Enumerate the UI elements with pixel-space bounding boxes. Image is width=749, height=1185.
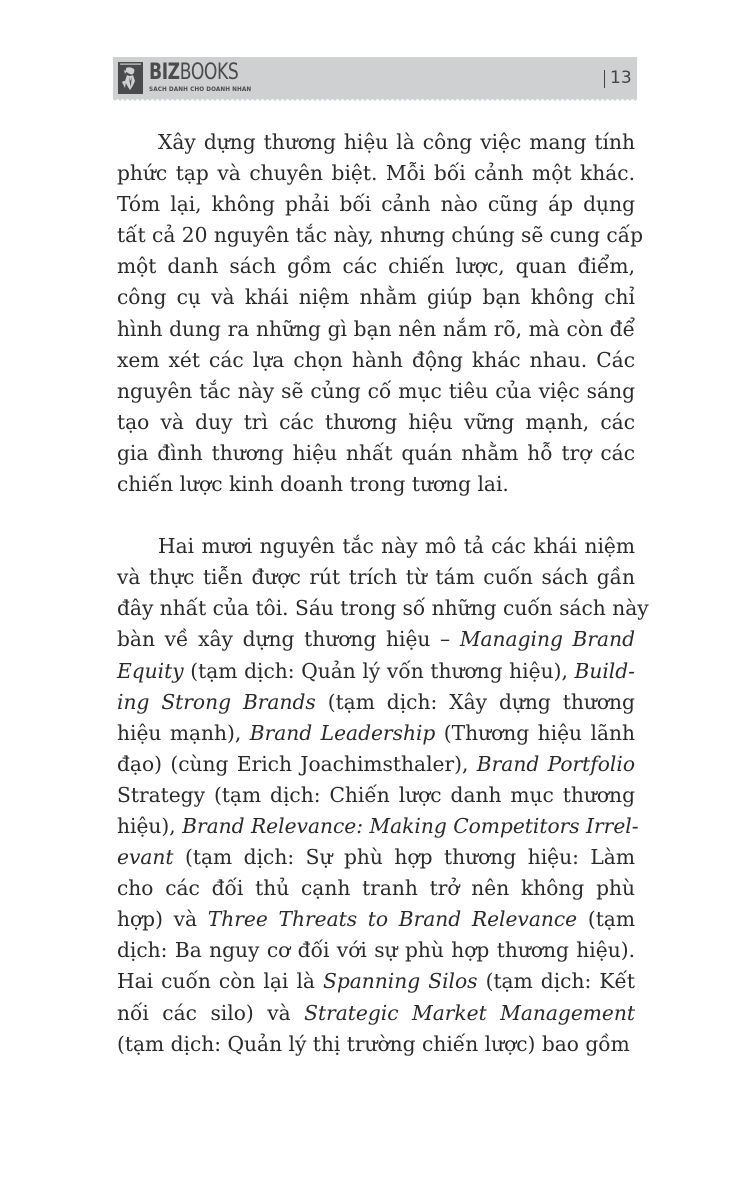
text-run: hiệu), (117, 813, 183, 838)
paragraph-gap (117, 500, 635, 531)
text-line (117, 593, 649, 624)
text-run: Tóm lại, không phải bối cảnh nào cũng áp dụng (117, 192, 635, 217)
book-title: ing Strong Brands (117, 689, 316, 714)
book-title: Three Threats to Brand Relevance (207, 907, 578, 932)
text-run: hợp) và (117, 907, 208, 932)
text-line (117, 780, 635, 811)
text-line (117, 438, 635, 469)
text-run: và thực tiễn được rút trích từ tám cuốn sách gần (117, 565, 635, 590)
text-run: tất cả 20 nguyên tắc này, nhưng chúng sẽ cung cấp (117, 223, 644, 248)
text-line (117, 407, 635, 438)
text-run: phức tạp và chuyên biệt. Mỗi bối cảnh một khác. (117, 161, 635, 186)
text-run: nguyên tắc này sẽ củng cố mục tiêu của việc sáng (117, 378, 635, 403)
text-line (117, 189, 635, 220)
text-line (117, 469, 635, 500)
text-run: tạo và duy trì các thương hiệu vững mạnh, các (117, 409, 635, 434)
text-line (117, 220, 644, 251)
text-line (117, 158, 635, 189)
brand-logo-bold: BIZ (149, 60, 180, 85)
text-run: cho các đối thủ cạnh tranh trở nên không phù (117, 876, 635, 901)
book-figure-icon (118, 62, 143, 94)
text-run: Strategy (tạm dịch: Chiến lược danh mục thương (117, 782, 635, 807)
text-run: (tạm dịch: Quản lý vốn thương hiệu), (183, 658, 575, 683)
text-line (117, 749, 635, 780)
text-line (117, 842, 635, 873)
text-line (117, 904, 635, 935)
brand-tagline: SÁCH DÀNH CHO DOANH NHÂN (149, 86, 252, 93)
page-number-divider (604, 70, 605, 88)
text-line (117, 935, 635, 966)
paragraph (117, 127, 644, 500)
text-run: Hai mươi nguyên tắc này mô tả các khái niệm (158, 534, 635, 559)
text-run: Hai cuốn còn lại là (117, 969, 323, 994)
text-run: dịch: Ba nguy cơ đối với sự phù hợp thương hiệu). (117, 938, 635, 963)
text-line (117, 966, 635, 997)
text-line (117, 314, 635, 345)
text-run: đạo) (cùng Erich Joachimsthaler), (117, 751, 477, 776)
text-line (117, 718, 635, 749)
text-line (117, 376, 635, 407)
text-run: một danh sách gồm các chiến lược, quan điểm, (117, 254, 635, 279)
book-title: Managing Brand (459, 627, 635, 652)
paragraph (117, 531, 649, 1060)
text-run: công cụ và khái niệm nhằm giúp bạn không chỉ (117, 285, 635, 310)
book-title: Brand Leadership (249, 720, 436, 745)
text-line (117, 624, 635, 655)
text-run: (tạm dịch: Quản lý thị trường chiến lược) bao gồm (117, 1031, 630, 1056)
text-run: chiến lược kinh doanh trong tương lai. (117, 472, 509, 497)
book-title: Brand Relevance: Making Competitors Irrel- (182, 813, 639, 838)
book-title: Spanning Silos (323, 969, 478, 994)
text-line (117, 873, 635, 904)
page-number: 13 (610, 68, 632, 88)
text-line (117, 998, 635, 1029)
book-title: Build- (574, 658, 635, 683)
text-run: (tạm dịch: Xây dựng thương (315, 689, 635, 714)
text-run: đây nhất của tôi. Sáu trong số những cuốn sách này (117, 596, 649, 621)
book-title: Brand Portfolio (476, 751, 635, 776)
book-title: Equity (117, 658, 184, 683)
brand-logo (149, 61, 238, 85)
text-line (117, 1029, 635, 1060)
text-line (117, 127, 635, 158)
text-run: xem xét các lựa chọn hành động khác nhau. Các (117, 347, 635, 372)
text-run: bàn về xây dựng thương hiệu – (117, 627, 460, 652)
text-line (117, 251, 635, 282)
text-run: Xây dựng thương hiệu là công việc mang tính (158, 130, 635, 154)
text-line (117, 282, 635, 313)
text-run: (Thương hiệu lãnh (435, 720, 635, 745)
text-run: hiệu mạnh), (117, 720, 250, 745)
text-run: (tạm (577, 907, 635, 932)
brand-logo-light: BOOKS (179, 60, 239, 85)
text-line (117, 687, 635, 718)
text-run: (tạm dịch: Kết (477, 969, 635, 994)
text-line (117, 562, 635, 593)
book-title: Strategic Market Management (304, 1000, 635, 1025)
text-line (117, 811, 639, 842)
text-run: hình dung ra những gì bạn nên nắm rõ, mà còn để (117, 316, 635, 341)
text-line (117, 656, 635, 687)
text-line (117, 345, 635, 376)
running-header (113, 57, 637, 99)
text-run: gia đình thương hiệu nhất quán nhằm hỗ trợ các (117, 440, 635, 465)
text-run: (tạm dịch: Sự phù hợp thương hiệu: Làm (173, 845, 635, 870)
text-line (117, 531, 635, 562)
text-run: nối các silo) và (117, 1000, 305, 1025)
body-text (117, 127, 649, 1060)
book-title: evant (117, 845, 174, 870)
